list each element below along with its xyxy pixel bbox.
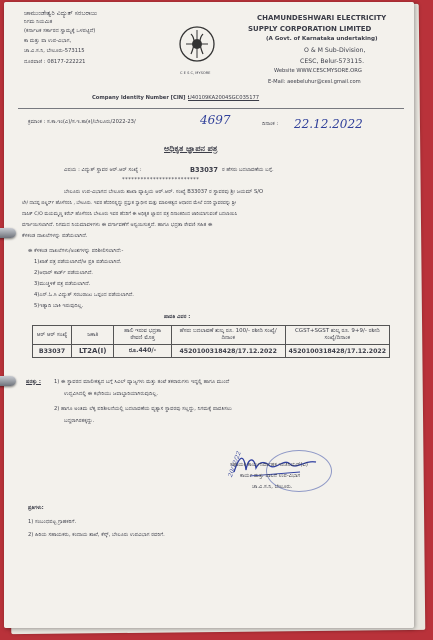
website: Website WWW.CESCMYSORE.ORG [274,68,362,74]
column-header: ಜಕಾತಿ [72,326,114,345]
subject-rr-number: B33037 [190,166,218,174]
issue-date: 22.12.2022 [294,117,363,131]
document-item: 2)ಆಧಾರ್ ಕಾರ್ಡ್ ಪಡೆಯಲಾಗಿದೆ. [34,270,93,276]
signature-date: 20/12/22 [227,450,243,479]
binder-ring [0,376,16,386]
subject-prefix: ವಿಷಯ : ವಿದ್ಯುತ್ ಸ್ಥಾವರ ಆರ್.ಆರ್ ಸಂಖ್ಯೆ : [64,167,142,173]
note-1-line-1: 1) ಈ ಸ್ಥಾವರದ ಮಾಲೀಕತ್ವದ ಬಗ್ಗೆ ಸಿವಿಲ್ ವ್ಯಾಜ್ಯಗಳು ಮತ್ತು ತಂಟೆ ತಕರಾರುಗಳು ಇದ್ದಲ್ಲಿ ಹಾಗೂ ಮುಂದೆ [54,379,230,385]
payment-heading: ಪಾವತಿ ವಿವರ : [164,314,191,320]
email: E-Mail: aeebeluhur@cesl.gmail.com [268,79,361,85]
subject-suffix: ರ ಹೆಸರು ಬದಲಾವಣೆಯ ಬಗ್ಗೆ. [222,167,274,173]
copy-recipient: 2) ಹಿರಿಯ ಸಹಾಯಕರು, ಕಂದಾಯ ಶಾಖೆ, ಕೆಸ್ಕ್, ಬೇಲೂರು ಉಪವಿಭಾಗ ರವರಿಗೆ. [28,532,165,538]
document-item: 3)ಮುಚ್ಚಳಿಕೆ ಪತ್ರ ಪಡೆಯಲಾಗಿದೆ. [34,281,91,287]
document-item: 5)ಇತ್ಯಾದಿ ಬಾಕಿ ಇರುವುದಿಲ್ಲ. [34,303,84,309]
cesc-logo [174,24,220,70]
page-title: ಅಧಿಕೃತ ಜ್ಞಾಪನ ಪತ್ರ [164,144,218,153]
company-name-line1: CHAMUNDESHWARI ELECTRICITY [257,14,387,22]
company-name-line2: SUPPLY CORPORATION LIMITED [248,25,372,33]
body-line-5: ಕೆಳಕಂಡ ದಾಖಲೆಗಳನ್ನು ಪಡೆಯಲಾಗಿದೆ. [22,233,88,239]
column-header: ಆರ್ ಆರ್ ಸಂಖ್ಯೆ [33,326,72,345]
govt-undertaking: (A Govt. of Karnataka undertaking) [266,36,378,42]
sub-division: O & M Sub-Division, [304,47,366,54]
phone-number: ದೂರವಾಣಿ : 08177-222221 [24,59,86,65]
table-header-row [33,326,390,345]
office-place: CESC, Belur-573115. [300,58,365,65]
document-page [4,2,414,628]
body-line-3: ದಾಸಿಕ್ C/O ಮಯಮ್ಮಣ್ಣ ಕರೆಬ್ ಹೊಳೆನರಸಿ ಬೇಲೂರು ಇವರ ಹೆಸರಿಗೆ ಈ ಅಧಿಕೃತ ಜ್ಞಾಪನ ಪತ್ರ ದಿನಾಂಕದಿಂದ ಜಾರಿಯಾಗುವಂತೆ ಬದಲಾಯಿಸಿ [22,212,238,217]
note-2-line-2: ಬದ್ಧರಾಗಿರತಕ್ಕದ್ದು. [64,418,95,424]
govt-kannada: (ಕರ್ನಾಟಕ ಸರ್ಕಾರದ ಸ್ವಾಮ್ಯಕ್ಕೆ ಒಳಪಟ್ಟಿದೆ) [24,28,96,34]
copy-recipient: 1) ಸಂಬಂಧಪಟ್ಟ ಗ್ರಾಹಕರಿಗೆ. [28,519,77,525]
note-2-line-1: 2) ಹಾಗೂ ಅಂತಿಮ ಲೆಕ್ಕ ಪರಿಶೀಲನೆಯಲ್ಲಿ ಬದಲಾವಣೆಯ ವ್ಯತ್ಯಾಸ ಸ್ಥಾವರವು ಸಲ್ಲದ್ದು, ನಿಗಮಕ್ಕೆ ಪಾವತಿಸಲು [54,406,232,412]
table-cell: LT2A(I) [72,345,114,358]
note-1-line-2: ಉದ್ಭವಿಸಿದಲ್ಲಿ ಈ ಕಛೇರಿಯು ಜವಾಬ್ದಾರಿಯಾಗಿರುವುದಿಲ್ಲ. [64,391,158,397]
table-cell: 4520100318428/17.12.2022 [285,345,389,358]
table-cell: 4520100318428/17.12.2022 [171,345,285,358]
documents-heading: ಈ ಕೆಳಕಂಡ ದಾಖಲೆಗಳು/ಅಂಶಗಳನ್ನು ಪರಿಶೀಲಿಸಲಾಗಿದೆ:- [28,248,124,254]
signatory-office: ಕಾರ್ಯ ಮತ್ತು ಪಾಲನೆ ಉಪ-ವಿಭಾಗ [240,473,301,479]
body-line-4: ವರ್ಗಾಯಿಸಲಾಗಿದೆ. ನಿಗಮದ ನಿಯಮಾವಳಿಗಳು ಈ ವರ್ಗಾವಣೆಗೆ ಅನ್ವಯಿಸುತ್ತದೆ. ಹಾಗೂ ಭದ್ರತಾ ಠೇವಣಿ ಸಹಿತ ಈ [22,222,213,228]
document-item: 4)ಎನ್.ಓ.ಸಿ ವಿದ್ಯುತ್ ಸರಬರಾಜು ಒಪ್ಪಂದ ಪಡೆಯಲಾಗಿದೆ. [34,292,134,298]
binder-ring [0,228,16,238]
table-row [33,345,390,358]
payment-table [32,325,390,358]
column-header: ಹೆಸರು ಬದಲಾವಣೆ ಶುಲ್ಕ ರೂ. 100/- ರಶೀದಿ ಸಂಖ್ಯೆ/ದಿನಾಂಕ [171,326,285,345]
logo-text: C E S C, MYSORE [180,71,211,75]
company-name-kannada: ಚಾಮುಂಡೇಶ್ವರಿ ವಿದ್ಯುತ್ ಸರಬರಾಜು [24,10,98,17]
copies-label: ಪ್ರತಿಗಳು: [28,505,44,511]
cin-value: U40109KA2004SGC035177 [188,95,260,101]
column-header: ಹಾಲಿ ಇರುವ ಭದ್ರತಾ ಠೇವಣಿ ಮೊತ್ತ [114,326,171,345]
signatory-title: ಸಹಾಯಕ ಕಾರ್ಯನಿರ್ವಾಹಕ ಇಂಜಿನಿಯರ್(ವಿ) [230,462,308,468]
table-cell: B33037 [33,345,72,358]
body-line-2: ಲೇ/ ದಾಸಪ್ಪ ಬಿಲ್ಡರ್ಸ್ ಹೊಳೆನರಸಿ , ಬೇಲೂರು. ಇವರ ಹೆಸರಿನಲ್ಲಿದ್ದು ಪ್ರಸ್ತುತ ಸ್ವಾಧೀನ ಮತ್ತು ಮಾಲೀಕತ್ವದ ಆಧಾರದ ಮೇಲೆ ಸದರಿ ಸ್ಥಾವರವನ್ನು ಶ್ರೀ [22,201,237,206]
nigama-kannada: ನಿಗಮ ನಿಯಮಿತ [24,19,53,25]
signatory-place: ಚಾ.ವಿ.ಸ.ನಿ, ಬೇಲೂರು. [252,484,293,490]
date-label: ದಿನಾಂಕ : [262,121,279,127]
table-cell: ರೂ.440/- [114,345,171,358]
notes-label: ಷರತ್ತು : [26,379,41,385]
body-line-1: ಬೇಲೂರು ಉಪ-ವಿಭಾಗದ ಬೇಲೂರು ಶಾಖಾ ವ್ಯಾಪ್ತಿಯ ಆರ್.ಆರ್. ಸಂಖ್ಯೆ B33037 ರ ಸ್ಥಾವರವು ಶ್ರೀ ಜಯಮ್ S/O [64,189,264,195]
column-header: CGST+SGST ಶುಲ್ಕ ರೂ. 9+9/- ರಶೀದಿ ಸಂಖ್ಯೆ/ದಿನಾಂಕ [285,326,389,345]
reference-number: 4697 [200,113,231,127]
header-divider [18,108,404,109]
subject-separator: ************************* [122,177,200,183]
cin-label: Company Identity Number [CIN] : [92,95,190,101]
reference-prefix: ಕ್ರಮಾಂಕ : ಸ.ಕಾ.ಇಂ(ವಿ)/ಸ.ಇ.ತಾ(ಕಿ)/ಬೇಲೂರು/2022-23/ [28,119,136,125]
place-kannada: ಚಾ.ವಿ.ಸ.ನಿ, ಬೇಲೂರು-573115 [24,48,85,54]
office-kannada: ಕಾ ಮತ್ತು ಪಾ ಉಪ-ವಿಭಾಗ, [24,38,72,44]
document-item: 1)ಖಾತೆ ಪತ್ರ ಪಡೆಯಲಾಗಿದೆ/ಆ ಪ್ರತಿ ಪಡೆಯಲಾಗಿದೆ. [34,259,122,265]
